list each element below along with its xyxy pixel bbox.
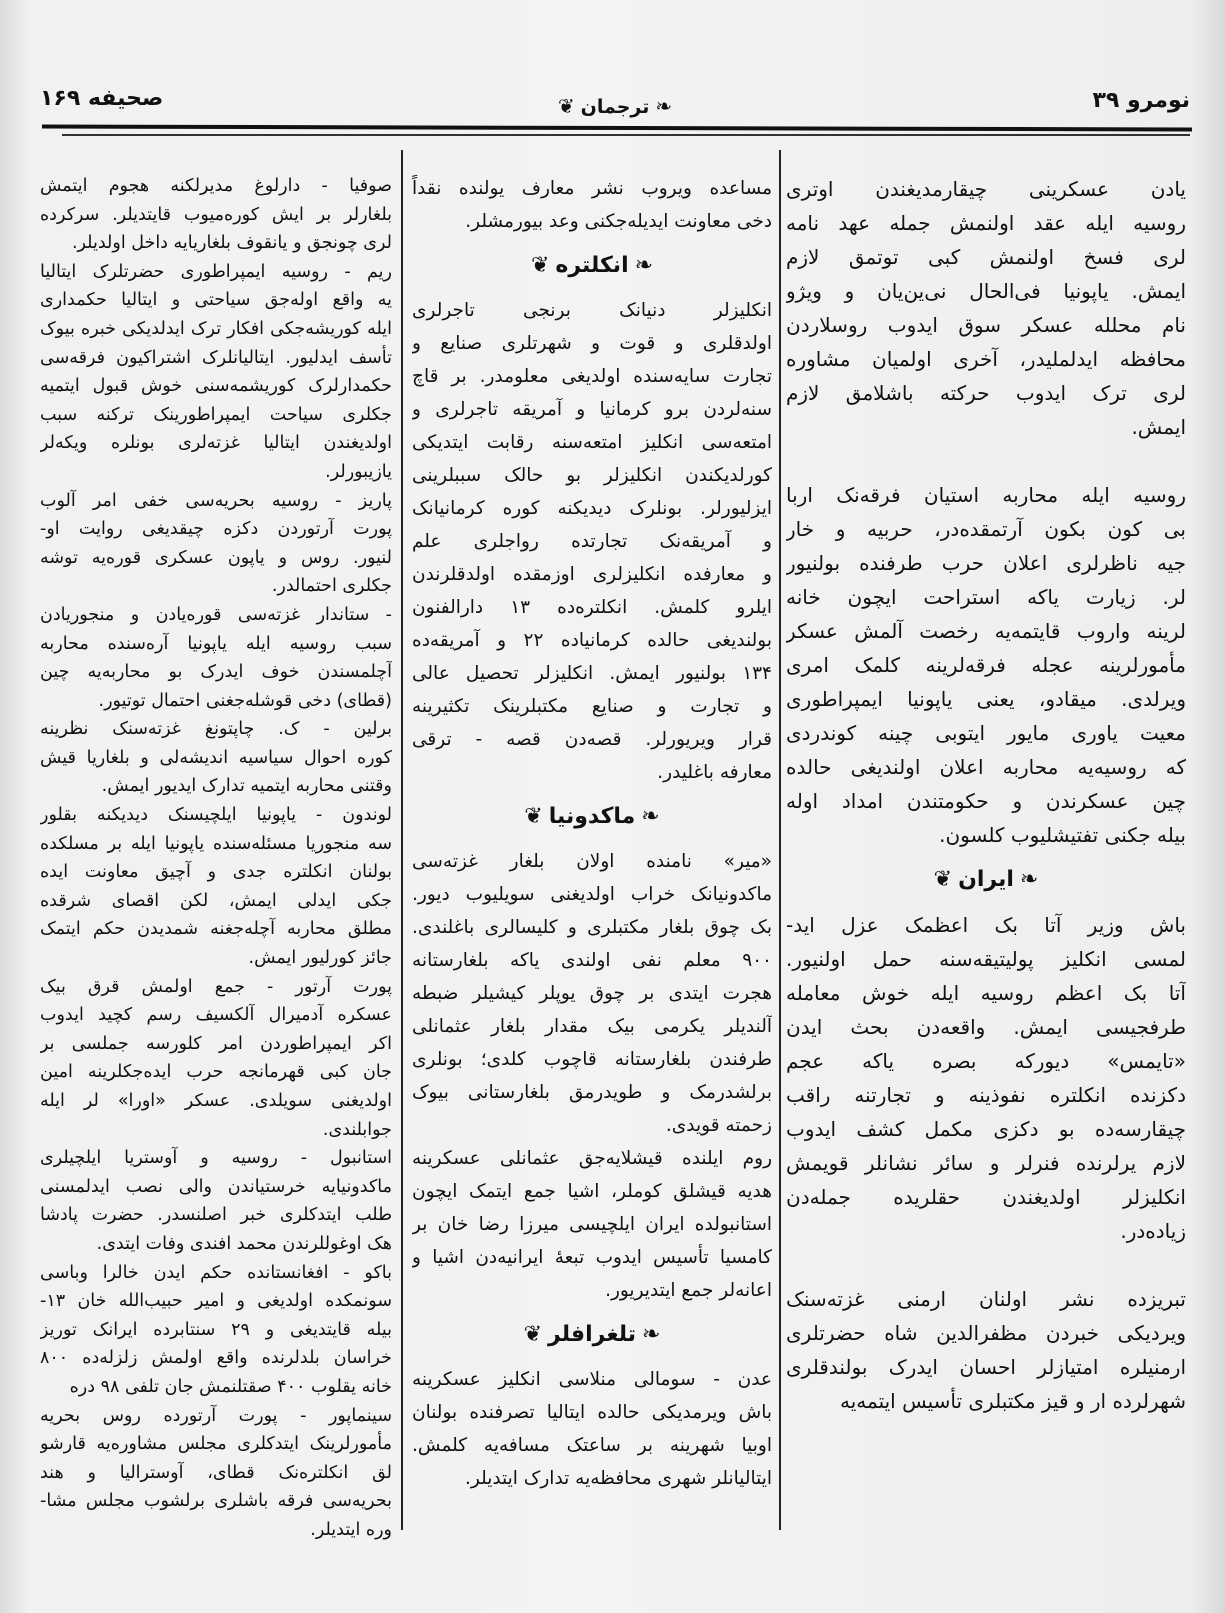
section-heading-text: ماکدونیا bbox=[548, 804, 636, 829]
text-line: روسیه ایله محاربه استیان فرقه‌نک اربا bbox=[786, 483, 1186, 507]
text-line: دخی معاونت ایدیله‌جکنی وعد بیورمشلر. bbox=[465, 211, 772, 232]
article-paragraph bbox=[40, 487, 392, 601]
text-line: اکر ایمپراطوردن امر کلورسه جملسی بر bbox=[40, 1033, 392, 1054]
text-line: لری ترک ایدوب حرکته باشلامق لازم bbox=[786, 381, 1186, 405]
text-line: پورت آرتوردن دکزه چیقدیغی روایت او- bbox=[40, 519, 392, 540]
text-line: لرینه واروب قایتمه‌یه رخصت آلمش عسکر bbox=[786, 619, 1186, 643]
text-line: کورلدیکندن انکلیزلر بو حالک سببلرینی bbox=[412, 465, 772, 486]
text-line: جکلری احتمالدر. bbox=[271, 576, 392, 597]
text-line: - ستاندار غزته‌سی قوره‌یادن و منجوریادن bbox=[40, 604, 392, 625]
text-line: و آمریقه‌نک تجارتده رواجلری علم bbox=[412, 531, 772, 552]
newspaper-title: ترجمان bbox=[580, 96, 650, 118]
text-line: طلب ایتدکلری خبر اصلنسدر. حضرت پادشا bbox=[40, 1205, 392, 1226]
page-number: صحیفه ۱۶۹ bbox=[40, 86, 164, 111]
text-line: ۱۳۴ بولنیور ایمش. انکلیزلر تحصیل عالی bbox=[412, 663, 772, 684]
article-paragraph bbox=[412, 845, 772, 1142]
text-line: عدن - سومالی منلاسی انکلیز عسکرینه bbox=[412, 1369, 772, 1390]
text-line: هدیه قیشلق کوملر، اشیا جمع ایتمک ایچون bbox=[412, 1181, 772, 1202]
text-line: زیاده‌در. bbox=[1120, 1219, 1186, 1243]
text-line: معیت یاوری مایور ایتوبی چینه کوندردی bbox=[786, 721, 1186, 745]
text-line: ایمش. bbox=[1131, 415, 1186, 439]
text-line: اولدقلری و قوت و شهرتلری صنایع و bbox=[412, 333, 772, 354]
text-line: ارمنیلره امتیازلر احسان ایدرک بولندقلری bbox=[786, 1355, 1186, 1379]
text-line: مأمورلرینه عجله فرقه‌لرینه کلمک امری bbox=[786, 653, 1186, 677]
text-line: تبریزده نشر اولنان ارمنی غزته‌سنک bbox=[786, 1287, 1186, 1311]
text-line: ایتالیانلر شهری محافظه‌یه تدارک ایتدیلر. bbox=[464, 1468, 772, 1489]
ornament-icon: ❧ bbox=[634, 253, 654, 278]
paragraph-gap bbox=[786, 444, 1186, 478]
article-paragraph bbox=[40, 1144, 392, 1258]
text-line: آلندیلر یکرمی بیک مقدار بلغار عثمانلی bbox=[412, 1016, 772, 1037]
text-line: ۹۰۰ معلم نفی اولندی یاکه بلغارستانه bbox=[412, 950, 772, 971]
article-paragraph bbox=[786, 478, 1186, 852]
text-line: لق انکلتره‌نک قطای، آوسترالیا و هند bbox=[40, 1462, 392, 1483]
text-line: آچلمسندن خوف ایدرک بو محاربه‌یه چین bbox=[40, 662, 392, 683]
text-line: هک اوغوللرندن محمد افندی وفات ایتدی. bbox=[96, 1233, 392, 1254]
text-line: کامسیا تأسیس ایدوب تبعهٔ ایرانیه‌دن اشیا و bbox=[412, 1247, 772, 1268]
section-heading bbox=[786, 852, 1186, 908]
text-line: لازم یرلرنده فنرلر و سائر نشانلر قویمش bbox=[786, 1151, 1186, 1175]
text-line: سبب روسیه ایله یاپونیا آره‌سنده محاربه bbox=[40, 633, 392, 654]
text-line: ایلرو کلمش. انکلتره‌ده ۱۳ دارالفنون bbox=[412, 597, 772, 618]
text-line: باکو - افغانستانده حکم ایدن خالرا وباسی bbox=[40, 1262, 392, 1283]
text-line: ماکدونیایه خرستیاندن والی نصب ایدلمسنی bbox=[40, 1176, 392, 1197]
article-paragraph bbox=[40, 601, 392, 715]
section-heading bbox=[412, 1307, 772, 1363]
text-line: خراسان بلدلرنده واقع اولمش زلزله‌ده ۸۰۰ bbox=[40, 1348, 392, 1369]
article-paragraph bbox=[412, 1363, 772, 1495]
issue-number: نومرو ۳۹ bbox=[1092, 88, 1190, 113]
text-line: چین عسکرندن و حکومتندن امداد اوله bbox=[786, 789, 1186, 813]
text-line: مساعده ویروب نشر معارف یولنده نقداً bbox=[412, 178, 772, 199]
column-right bbox=[786, 172, 1186, 1418]
article-paragraph bbox=[786, 908, 1186, 1248]
text-line: و تجارت و صنایع مکتبلرینک تکثیرینه bbox=[412, 696, 772, 717]
text-line: سنه‌لردن برو کرمانیا و آمریقه تاجرلری و bbox=[412, 399, 772, 420]
text-line: هجرت ایتدی بر چوق یوپلر کیشیلر ضبطه bbox=[412, 983, 772, 1004]
ornament-icon: ❦ bbox=[557, 94, 575, 118]
text-line: سه منجوریا مسئله‌سنده یاپونیا ایله بر مسلکده bbox=[40, 833, 392, 854]
column-left bbox=[40, 172, 392, 1545]
text-line: بیله قایتدیغی و ۲۹ سنتابرده ایرانک توریز bbox=[40, 1319, 392, 1340]
text-line: پاریز - روسیه بحریه‌سی خفی امر آلوب bbox=[40, 490, 392, 511]
text-line: حکمدارلرک کوریشمه‌سنی خوش قبول ایتمیه bbox=[40, 376, 392, 397]
text-line: امتعه‌سی انکلیز امتعه‌سنه رقابت ایتدیکی bbox=[412, 432, 772, 453]
text-line: قرار ویریورلر. قصه‌دن قصه - ترقی bbox=[412, 729, 772, 750]
text-line: معارفه باغلیدر. bbox=[657, 762, 772, 783]
masthead bbox=[552, 94, 678, 118]
section-heading-text: انکلتره bbox=[555, 253, 629, 278]
text-line: طرفجیسی ایمش. واقعه‌دن بحث ایدن bbox=[786, 1015, 1186, 1039]
ornament-icon: ❧ bbox=[1019, 867, 1039, 892]
section-heading-text: ایران bbox=[958, 867, 1014, 892]
section-heading bbox=[412, 789, 772, 845]
text-line: «تایمس» دیورکه بصره یاکه عجم bbox=[786, 1049, 1186, 1073]
text-line: یازیبورلر. bbox=[325, 461, 392, 482]
text-line: اعانه‌لر جمع ایتدیریور. bbox=[605, 1280, 772, 1301]
article-paragraph bbox=[40, 801, 392, 973]
text-line: جکلری سیاحت ایمپراطورینک ترکنه سبب bbox=[40, 404, 392, 425]
ornament-icon: ❧ bbox=[641, 804, 660, 829]
text-line: لوندون - یاپونیا ایلچیسنک دیدیکنه بقلور bbox=[40, 805, 392, 826]
header-rule-thin bbox=[62, 134, 1190, 136]
text-line: اوبیا شهرینه بر ساعتک مسافه‌یه کلمش. bbox=[412, 1435, 772, 1456]
text-line: خانه یقلوب ۴۰۰ صقتلنمش جان تلفی ۹۸ دره bbox=[69, 1376, 392, 1397]
text-line: دکزنده انکلتره نفوذینه و تجارتنه راقب bbox=[786, 1083, 1186, 1107]
text-line: ویرلدی. میقادو، یعنی یاپونیا ایمپراطوری bbox=[786, 687, 1186, 711]
text-line: یادن عسکرینی چیقارمدیغندن اوتری bbox=[786, 177, 1186, 201]
text-line: استانبولده ایران ایلچیسی میرزا رضا خان بر bbox=[412, 1214, 772, 1235]
text-line: جکی ایدلی ایمش، لکن اقصای شرقده bbox=[40, 890, 392, 911]
article-paragraph bbox=[412, 172, 772, 238]
text-line: انکلیزلر اولدیغندن حقلریده جمله‌دن bbox=[786, 1185, 1186, 1209]
text-line: ایمش. یاپونیا فی‌الحال نی‌ین‌یان و ویژو bbox=[786, 279, 1186, 303]
section-heading bbox=[412, 238, 772, 294]
ornament-icon: ❦ bbox=[523, 1322, 543, 1347]
ornament-icon: ❧ bbox=[655, 94, 673, 118]
text-line: ایزلیورلر. بونلرک دیدیکنه کوره کرمانیانک bbox=[412, 498, 772, 519]
text-line: روم ایلنده قیشلایه‌جق عثمانلی عسکرینه bbox=[412, 1148, 772, 1169]
text-line: جائز کورلیور ایمش. bbox=[248, 948, 392, 969]
text-line: طرفندن بلغارستانه قاچوب کلدی؛ بونلری bbox=[412, 1049, 772, 1070]
text-line: ریم - روسیه ایمپراطوری حضرتلرک ایتالیا bbox=[40, 261, 392, 282]
text-line: شهرلرده ار و قیز مکتبلری تأسیس ایتمه‌یه bbox=[840, 1389, 1186, 1413]
article-paragraph bbox=[40, 172, 392, 258]
ornament-icon: ❦ bbox=[524, 804, 543, 829]
text-line: ماکدونیانک خراب اولدیغنی سویلیوب دیور. bbox=[412, 884, 772, 905]
text-line: چیقارسه‌ده بو دکزی مکمل کشف ایدوب bbox=[786, 1117, 1186, 1141]
text-line: (قطای) دخی قوشله‌جغنی احتمال توتیور. bbox=[98, 690, 392, 711]
text-line: پورت آرتور - جمع اولمش قرق بیک bbox=[40, 976, 392, 997]
text-line: سونمکده اولدیغی و امیر حبیب‌الله خان ١٣- bbox=[40, 1291, 392, 1312]
text-line: مطلق محاربه آچله‌جغنه شمدیدن حکم ایتمک bbox=[40, 919, 392, 940]
text-line: بلغارلر بر ایش کوره‌میوب قایتدیلر. سرکرده bbox=[40, 204, 392, 225]
text-line: زحمته قویدی. bbox=[665, 1115, 772, 1136]
text-line: «میر» نامنده اولان بلغار غزته‌سی bbox=[412, 851, 772, 872]
column-middle bbox=[412, 172, 772, 1495]
ornament-icon: ❦ bbox=[530, 253, 550, 278]
text-line: نام محلله عسکر سوق ایدوب روسلاردن bbox=[786, 313, 1186, 337]
article-paragraph bbox=[786, 172, 1186, 444]
text-line: وقتنی محاربه ایتمیه تدارک ایدیور ایمش. bbox=[101, 776, 392, 797]
text-line: جوابلندی. bbox=[322, 1119, 392, 1140]
text-line: عسکره آدمیرال آلکسیف رسم کچید ایدوب bbox=[40, 1005, 392, 1026]
text-line: روسیه ایله عقد اولنمش جمله عهد نامه bbox=[786, 211, 1186, 235]
text-line: ویردیکی خبردن مظفرالدین شاه حضرتلری bbox=[786, 1321, 1186, 1345]
text-line: لری فسخ اولنمش کبی توتمق لازم bbox=[786, 245, 1186, 269]
text-line: یه واقع اوله‌جق سیاحتی و ایتالیا حکمداری bbox=[40, 290, 392, 311]
text-line: کوره احوال سیاسیه اندیشه‌لی و بلغاریا قیش bbox=[40, 747, 392, 768]
text-line: باش وزیر آتا بک اعظمک عزل اید- bbox=[786, 913, 1186, 937]
text-line: که روسیه‌یه محاربه اعلان اولندیغی حالده bbox=[786, 755, 1186, 779]
column-divider bbox=[401, 150, 403, 1530]
text-line: تأسف ایدلیور. ایتالیانلرک اشتراکیون فرقه‌سی bbox=[40, 347, 392, 368]
text-line: بولنان انکلتره جدی و آچیق معاونت ایده bbox=[40, 862, 392, 883]
text-line: لنیور. روس و یاپون عسکری قوره‌یه توشه bbox=[40, 547, 392, 568]
text-line: لر. زیارت یاکه استراحت ایچون خانه bbox=[786, 585, 1186, 609]
text-line: تجارت سایه‌سنده اولدیغی معلومدر. بر قاچ bbox=[412, 366, 772, 387]
text-line: بولندیغی حالده کرمانیاده ۲۲ و آمریقه‌ده bbox=[412, 630, 772, 651]
text-line: بی کون بکون آرتمقده‌در، حربیه و خار bbox=[786, 517, 1186, 541]
text-line: استانبول - روسیه و آوستریا ایلچیلری bbox=[40, 1148, 392, 1169]
text-line: باش ویرمدیکی حالده ایتالیا تصرفنده بولنان bbox=[412, 1402, 772, 1423]
article-paragraph bbox=[40, 1259, 392, 1402]
text-line: برلین - ک. چاپتونغ غزته‌سنک نظرینه bbox=[40, 719, 392, 740]
article-paragraph bbox=[412, 1142, 772, 1307]
text-line: لری چونجق و یانقوف بلغاریایه داخل اولدیلر. bbox=[71, 233, 392, 254]
text-line: اولدیغندن ایتالیا غزته‌لری بونلره ویکه‌لر bbox=[40, 433, 392, 454]
article-paragraph bbox=[786, 1282, 1186, 1418]
text-line: ایله کوریشه‌جکی افکار ترک ایدلدیکی خبره بیوک bbox=[40, 318, 392, 339]
article-paragraph bbox=[40, 715, 392, 801]
paragraph-gap bbox=[786, 1248, 1186, 1282]
article-paragraph bbox=[40, 973, 392, 1145]
text-line: بحریه‌سی فرقه باشلری برلشوب مجلس مشا- bbox=[40, 1491, 392, 1512]
text-line: جان کبی قهرمانجه حرب ایده‌جکلرینه امین bbox=[40, 1062, 392, 1083]
text-line: بیله جکنی تفتیشلیوب کلسون. bbox=[939, 823, 1186, 847]
text-line: لمسی انکلیز پولیتیقه‌سنه حمل اولنیور. bbox=[786, 947, 1186, 971]
text-line: محافظه ایدلملیدر، آخری اولمیان مشاوره bbox=[786, 347, 1186, 371]
section-heading-text: تلغرافلر bbox=[548, 1322, 636, 1347]
column-divider bbox=[779, 150, 781, 1530]
text-line: و معارفده انکلیزلری اوزمقده اولدقلرندن bbox=[412, 564, 772, 585]
text-line: جیه ناظرلری اعلان حرب طرفنده بولنیور bbox=[786, 551, 1186, 575]
article-paragraph bbox=[40, 258, 392, 487]
text-line: بک چوق بلغار مکتبلری و کلیسالری باغلندی. bbox=[412, 917, 772, 938]
article-paragraph bbox=[40, 1402, 392, 1545]
ornament-icon: ❧ bbox=[641, 1322, 661, 1347]
page-header bbox=[40, 88, 1190, 128]
text-line: صوفیا - دارلوغ مدیرلکنه هجوم ایتمش bbox=[40, 176, 392, 196]
text-line: وره ایتدیلر. bbox=[310, 1519, 392, 1540]
article-paragraph bbox=[412, 294, 772, 789]
text-line: اولدیغنی سویلدی. عسکر «اورا» لر ایله bbox=[40, 1091, 392, 1111]
text-line: آتا بک اعظم روسیه ایله خوش معامله bbox=[786, 981, 1186, 1005]
text-line: برلشدرمک و طویدرمق بلغارستانی بیوک bbox=[412, 1082, 772, 1103]
text-line: سینماپور - پورت آرتورده روس بحریه bbox=[40, 1405, 392, 1426]
ornament-icon: ❦ bbox=[933, 867, 953, 892]
text-line: مأمورلرینک ایتدکلری مجلس مشاوره‌یه قارشو bbox=[40, 1434, 392, 1455]
text-line: انکلیزلر دنیانک برنجی تاجرلری bbox=[412, 300, 772, 321]
